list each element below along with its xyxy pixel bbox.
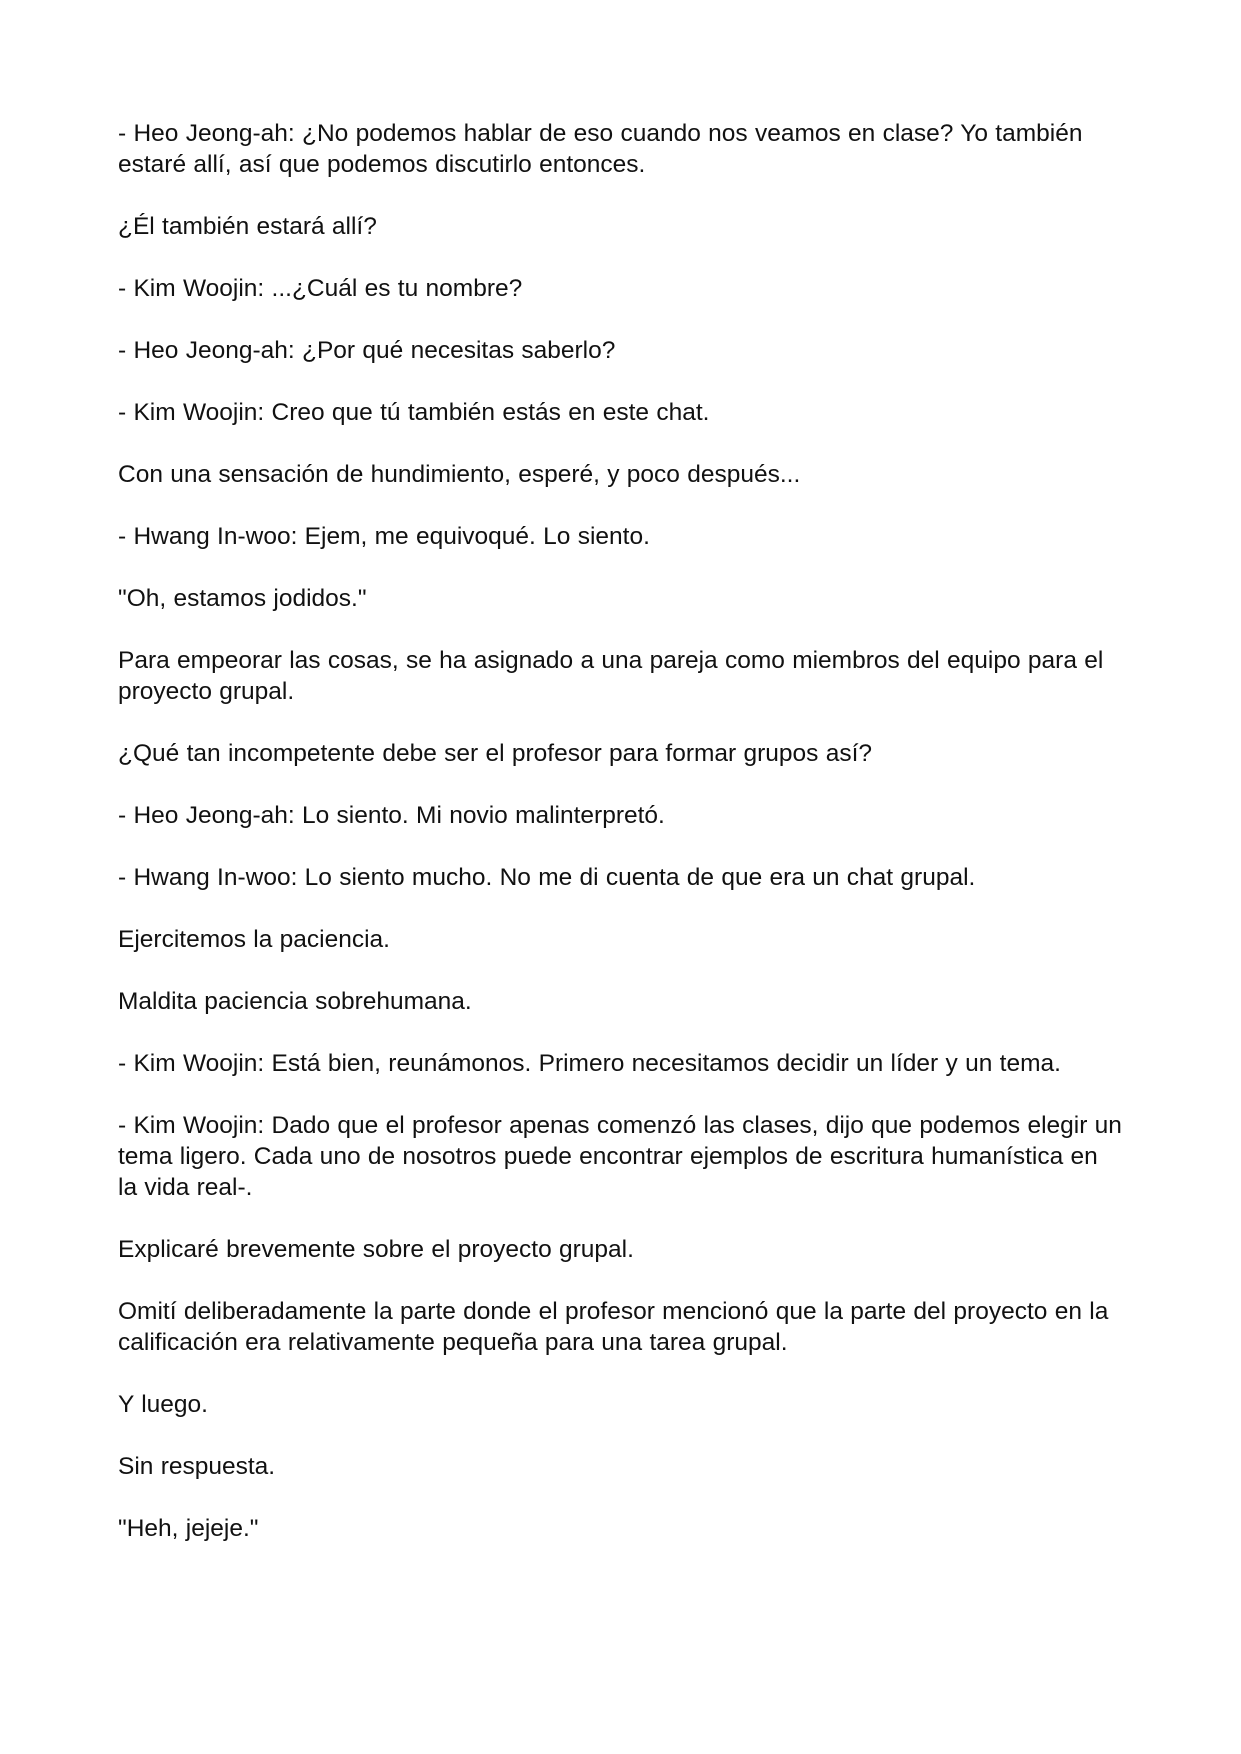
paragraph: - Kim Woojin: ...¿Cuál es tu nombre? [118, 275, 523, 302]
paragraph: Con una sensación de hundimiento, esperé, y poco después... [118, 461, 801, 488]
paragraph: Y luego. [118, 1391, 208, 1418]
paragraph: "Heh, jejeje." [118, 1515, 259, 1542]
paragraph: Omití deliberadamente la parte donde el profesor mencionó que la parte del proyecto en la calificación era relativamente pequeña para una tarea grupal. [118, 1298, 1109, 1356]
paragraph: Explicaré brevemente sobre el proyecto grupal. [118, 1236, 634, 1263]
paragraph: - Kim Woojin: Creo que tú también estás en este chat. [118, 399, 710, 426]
paragraph: - Heo Jeong-ah: Lo siento. Mi novio malinterpretó. [118, 802, 665, 829]
paragraph: ¿Él también estará allí? [118, 213, 377, 240]
paragraph: - Hwang In-woo: Ejem, me equivoqué. Lo siento. [118, 523, 650, 550]
paragraph: - Kim Woojin: Está bien, reunámonos. Primero necesitamos decidir un líder y un tema. [118, 1050, 1061, 1077]
paragraph: Maldita paciencia sobrehumana. [118, 988, 472, 1015]
paragraph: - Kim Woojin: Dado que el profesor apenas comenzó las clases, dijo que podemos elegir un tema ligero. Cada uno de nosotros puede encontrar ejemplos de escritura humanística en la vida real-. [118, 1112, 1122, 1201]
paragraph: ¿Qué tan incompetente debe ser el profesor para formar grupos así? [118, 740, 873, 767]
document-body [118, 118, 1123, 1575]
paragraph: "Oh, estamos jodidos." [118, 585, 367, 612]
paragraph: Sin respuesta. [118, 1453, 276, 1480]
paragraph: Ejercitemos la paciencia. [118, 926, 390, 953]
paragraph: - Heo Jeong-ah: ¿No podemos hablar de eso cuando nos veamos en clase? Yo también estaré allí, así que podemos discutirlo entonces. [118, 120, 1083, 178]
paragraph: Para empeorar las cosas, se ha asignado a una pareja como miembros del equipo para el proyecto grupal. [118, 647, 1104, 705]
paragraph: - Hwang In-woo: Lo siento mucho. No me di cuenta de que era un chat grupal. [118, 864, 976, 891]
paragraph: - Heo Jeong-ah: ¿Por qué necesitas saberlo? [118, 337, 616, 364]
